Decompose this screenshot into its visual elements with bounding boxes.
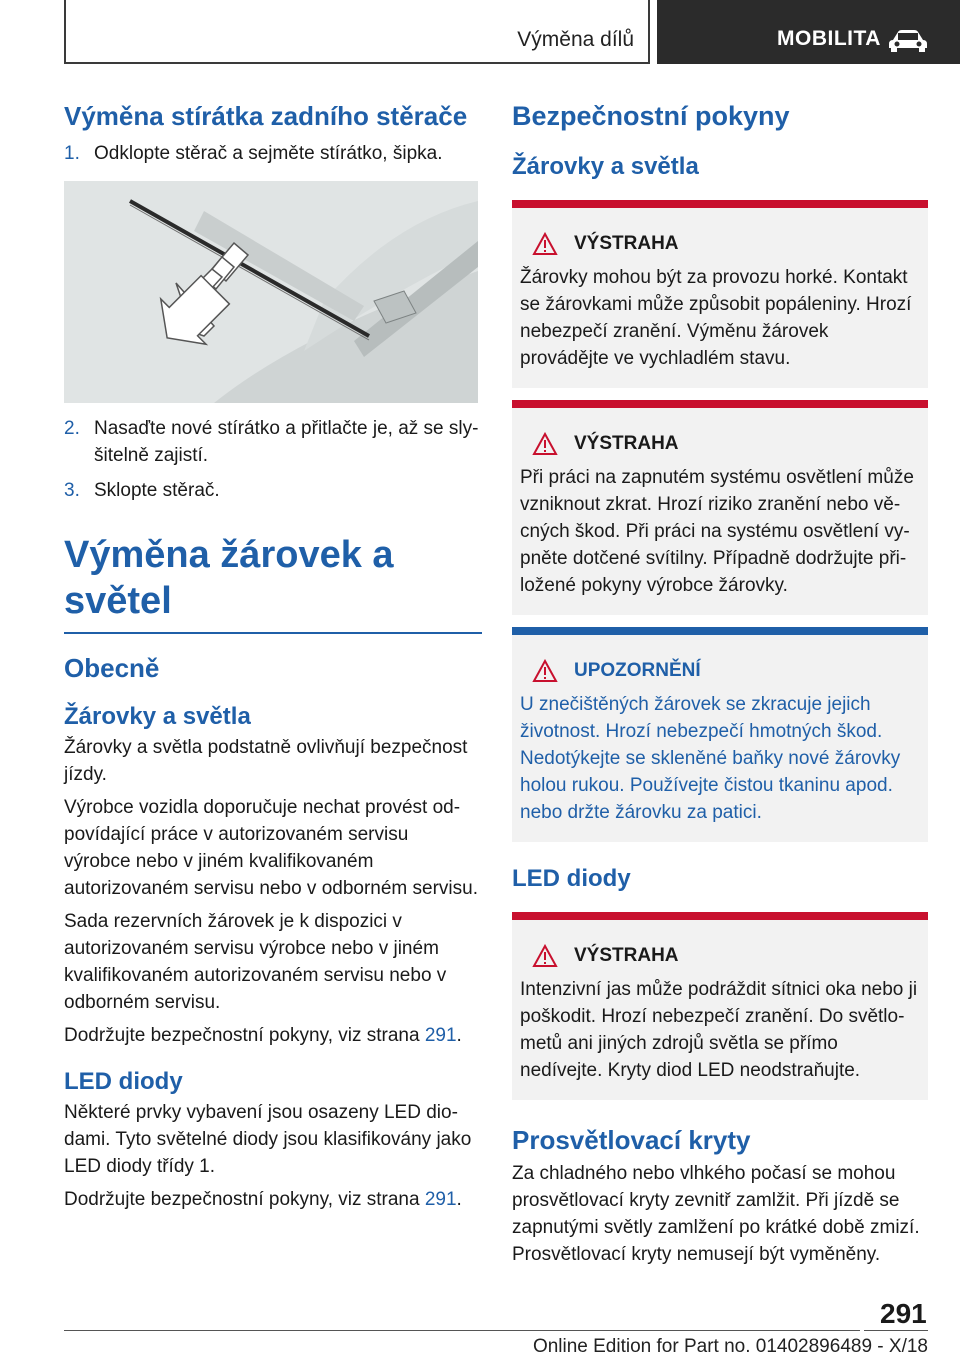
covers-heading: Prosvětlovací kryty xyxy=(512,1125,751,1155)
caution-text: U znečištěných žárovek se zkracuje jejich životnost. Hrozí nebezpečí hmotných škod. Nedotýkejte se skleněné baňky nové žárovky holou rukou. Používejte čistou tkaninu apod. nebo držte žárovku za patici. xyxy=(520,694,901,823)
reference-end: . xyxy=(456,1025,462,1046)
warning-text: Žárovky mohou být za provozu horké. Kontakt se žárovkami může způsobit popáleniny. Hrozí nebezpečí zranění. Výměnu žárovek provádějte ve vychladlém stavu. xyxy=(520,267,912,369)
step-text: Sklopte stěrač. xyxy=(94,480,220,501)
step-number: 3. xyxy=(64,480,80,501)
step-2 xyxy=(64,415,480,469)
step-text: Odklopte stěrač a sejměte stírátko, šipka. xyxy=(94,143,443,164)
warning-triangle-icon xyxy=(530,432,560,456)
header-section-title: Výměna dílů xyxy=(517,28,634,51)
footer-divider xyxy=(864,1330,928,1331)
caution-triangle-icon xyxy=(530,659,560,683)
general-heading: Obecně xyxy=(64,653,160,683)
header-section-tab xyxy=(64,0,650,64)
warning-box xyxy=(512,200,928,388)
warning-label: VÝSTRAHA xyxy=(574,433,679,454)
step-1 xyxy=(64,140,480,167)
paragraph: Za chladného nebo vlhkého počasí se mohou prosvětlovací kryty zevnitř zamlžit. Při jízdě se zapnutými světly zamlžení po krátké době zmizí. Prosvětlovací kryty nemusejí být vyměněny. xyxy=(512,1163,920,1265)
warning-text: Intenzivní jas může podráždit sítnici oka nebo ji poškodit. Hrozí nebezpečí zranění. Do světlometů ani jiných zdrojů světla se přímo nedívejte. Kryty diod LED neodstraňujte. xyxy=(520,979,918,1081)
left-column xyxy=(64,100,480,1213)
header-chapter-tab xyxy=(657,0,960,64)
caution-box xyxy=(512,627,928,842)
warning-box xyxy=(512,400,928,615)
right-column xyxy=(512,100,928,1268)
warning-label: VÝSTRAHA xyxy=(574,945,679,966)
paragraph: Některé prvky vybavení jsou osazeny LED diodami. Tyto světelné diody jsou klasifikovány jako LED diody třídy 1. xyxy=(64,1102,472,1177)
step-text: Nasaďte nové stírátko a přitlačte je, až se slyšitelně zajistí. xyxy=(94,418,479,466)
paragraph: Sada rezervních žárovek je k dispozici v autorizovaném servisu výrobce nebo v jiném kvalifikovaném autorizovaném servisu nebo v odborném servisu. xyxy=(64,911,447,1013)
led-heading: LED diody xyxy=(64,1068,183,1095)
reference-text: Dodržujte bezpečnostní pokyny, viz strana xyxy=(64,1025,425,1046)
step-number: 2. xyxy=(64,418,80,439)
main-section-title: Výměna žárovek a světel xyxy=(64,532,482,634)
paragraph xyxy=(64,1022,480,1049)
warning-triangle-icon xyxy=(530,944,560,968)
warning-text: Při práci na zapnutém systému osvětlení může vzniknout zkrat. Hrozí riziko zranění nebo věcných škod. Při práci na systému osvětlení vypněte dotčené svítilny. Případně dodržujte přiložené pokyny výrobce žárovky. xyxy=(520,467,914,596)
car-icon xyxy=(887,28,929,52)
warning-label: VÝSTRAHA xyxy=(574,233,679,254)
reference-text: Dodržujte bezpečnostní pokyny, viz strana xyxy=(64,1189,425,1210)
wiper-illustration xyxy=(64,181,478,403)
safety-heading: Bezpečnostní pokyny xyxy=(512,101,790,131)
step-3 xyxy=(64,477,480,504)
paragraph: Žárovky a světla podstatně ovlivňují bezpečnost jízdy. xyxy=(64,737,468,785)
paragraph xyxy=(64,1186,480,1213)
wiper-section-title: Výměna stírátka zadního stěrače xyxy=(64,101,468,131)
header-chapter-title: MOBILITA xyxy=(777,27,881,50)
page-link[interactable]: 291 xyxy=(424,1025,457,1046)
warning-triangle-icon xyxy=(530,232,560,256)
step-number: 1. xyxy=(64,143,80,164)
caution-label: UPOZORNĚNÍ xyxy=(574,660,701,681)
led-safety-heading: LED diody xyxy=(512,865,631,892)
bulbs-heading: Žárovky a světla xyxy=(64,703,251,730)
page-link[interactable]: 291 xyxy=(424,1189,457,1210)
footer-divider xyxy=(64,1330,860,1331)
page-number: 291 xyxy=(880,1298,927,1329)
bulbs-safety-heading: Žárovky a světla xyxy=(512,153,699,180)
warning-box xyxy=(512,912,928,1100)
reference-end: . xyxy=(456,1189,462,1210)
paragraph: Výrobce vozidla doporučuje nechat provést odpovídající práce v autorizovaném servisu výrobce nebo v jiném kvalifikovaném autorizovaném servisu nebo v odborném servisu. xyxy=(64,797,478,899)
edition-footer: Online Edition for Part no. 01402896489 - X/18 xyxy=(532,1336,928,1357)
